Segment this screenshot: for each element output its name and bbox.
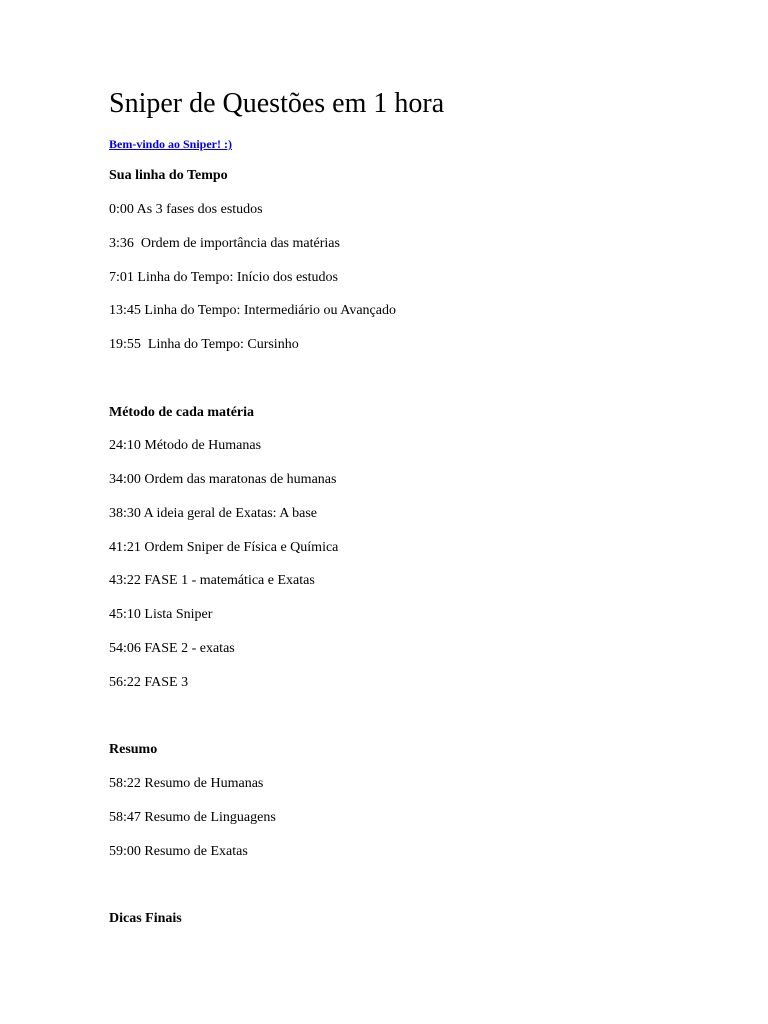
timeline-entry: 7:01 Linha do Tempo: Início dos estudos: [109, 270, 338, 285]
timeline-entry: 38:30 A ideia geral de Exatas: A base: [109, 506, 318, 521]
section-heading-method: Método de cada matéria: [109, 405, 255, 420]
welcome-link[interactable]: Bem-vindo ao Sniper! :): [109, 137, 232, 151]
section-heading-timeline: Sua linha do Tempo: [109, 168, 228, 183]
page-title: Sniper de Questões em 1 hora: [109, 88, 445, 119]
section-heading-final-tips: Dicas Finais: [109, 911, 182, 926]
timeline-entry: 45:10 Lista Sniper: [109, 607, 213, 622]
timeline-entry: 19:55 Linha do Tempo: Cursinho: [109, 337, 299, 352]
timeline-entry: 41:21 Ordem Sniper de Física e Química: [109, 540, 339, 555]
timeline-entry: 59:00 Resumo de Exatas: [109, 844, 248, 859]
timeline-entry: 58:22 Resumo de Humanas: [109, 776, 264, 791]
timeline-entry: 24:10 Método de Humanas: [109, 438, 262, 453]
timeline-entry: 13:45 Linha do Tempo: Intermediário ou Avançado: [109, 303, 396, 318]
timeline-entry: 0:00 As 3 fases dos estudos: [109, 202, 263, 217]
timeline-entry: 43:22 FASE 1 - matemática e Exatas: [109, 573, 315, 588]
timeline-entry: 34:00 Ordem das maratonas de humanas: [109, 472, 337, 487]
timeline-entry: 3:36 Ordem de importância das matérias: [109, 236, 340, 251]
timeline-entry: 56:22 FASE 3: [109, 675, 189, 690]
timeline-entry: 54:06 FASE 2 - exatas: [109, 641, 235, 656]
timeline-entry: 58:47 Resumo de Linguagens: [109, 810, 276, 825]
section-heading-summary: Resumo: [109, 742, 158, 757]
